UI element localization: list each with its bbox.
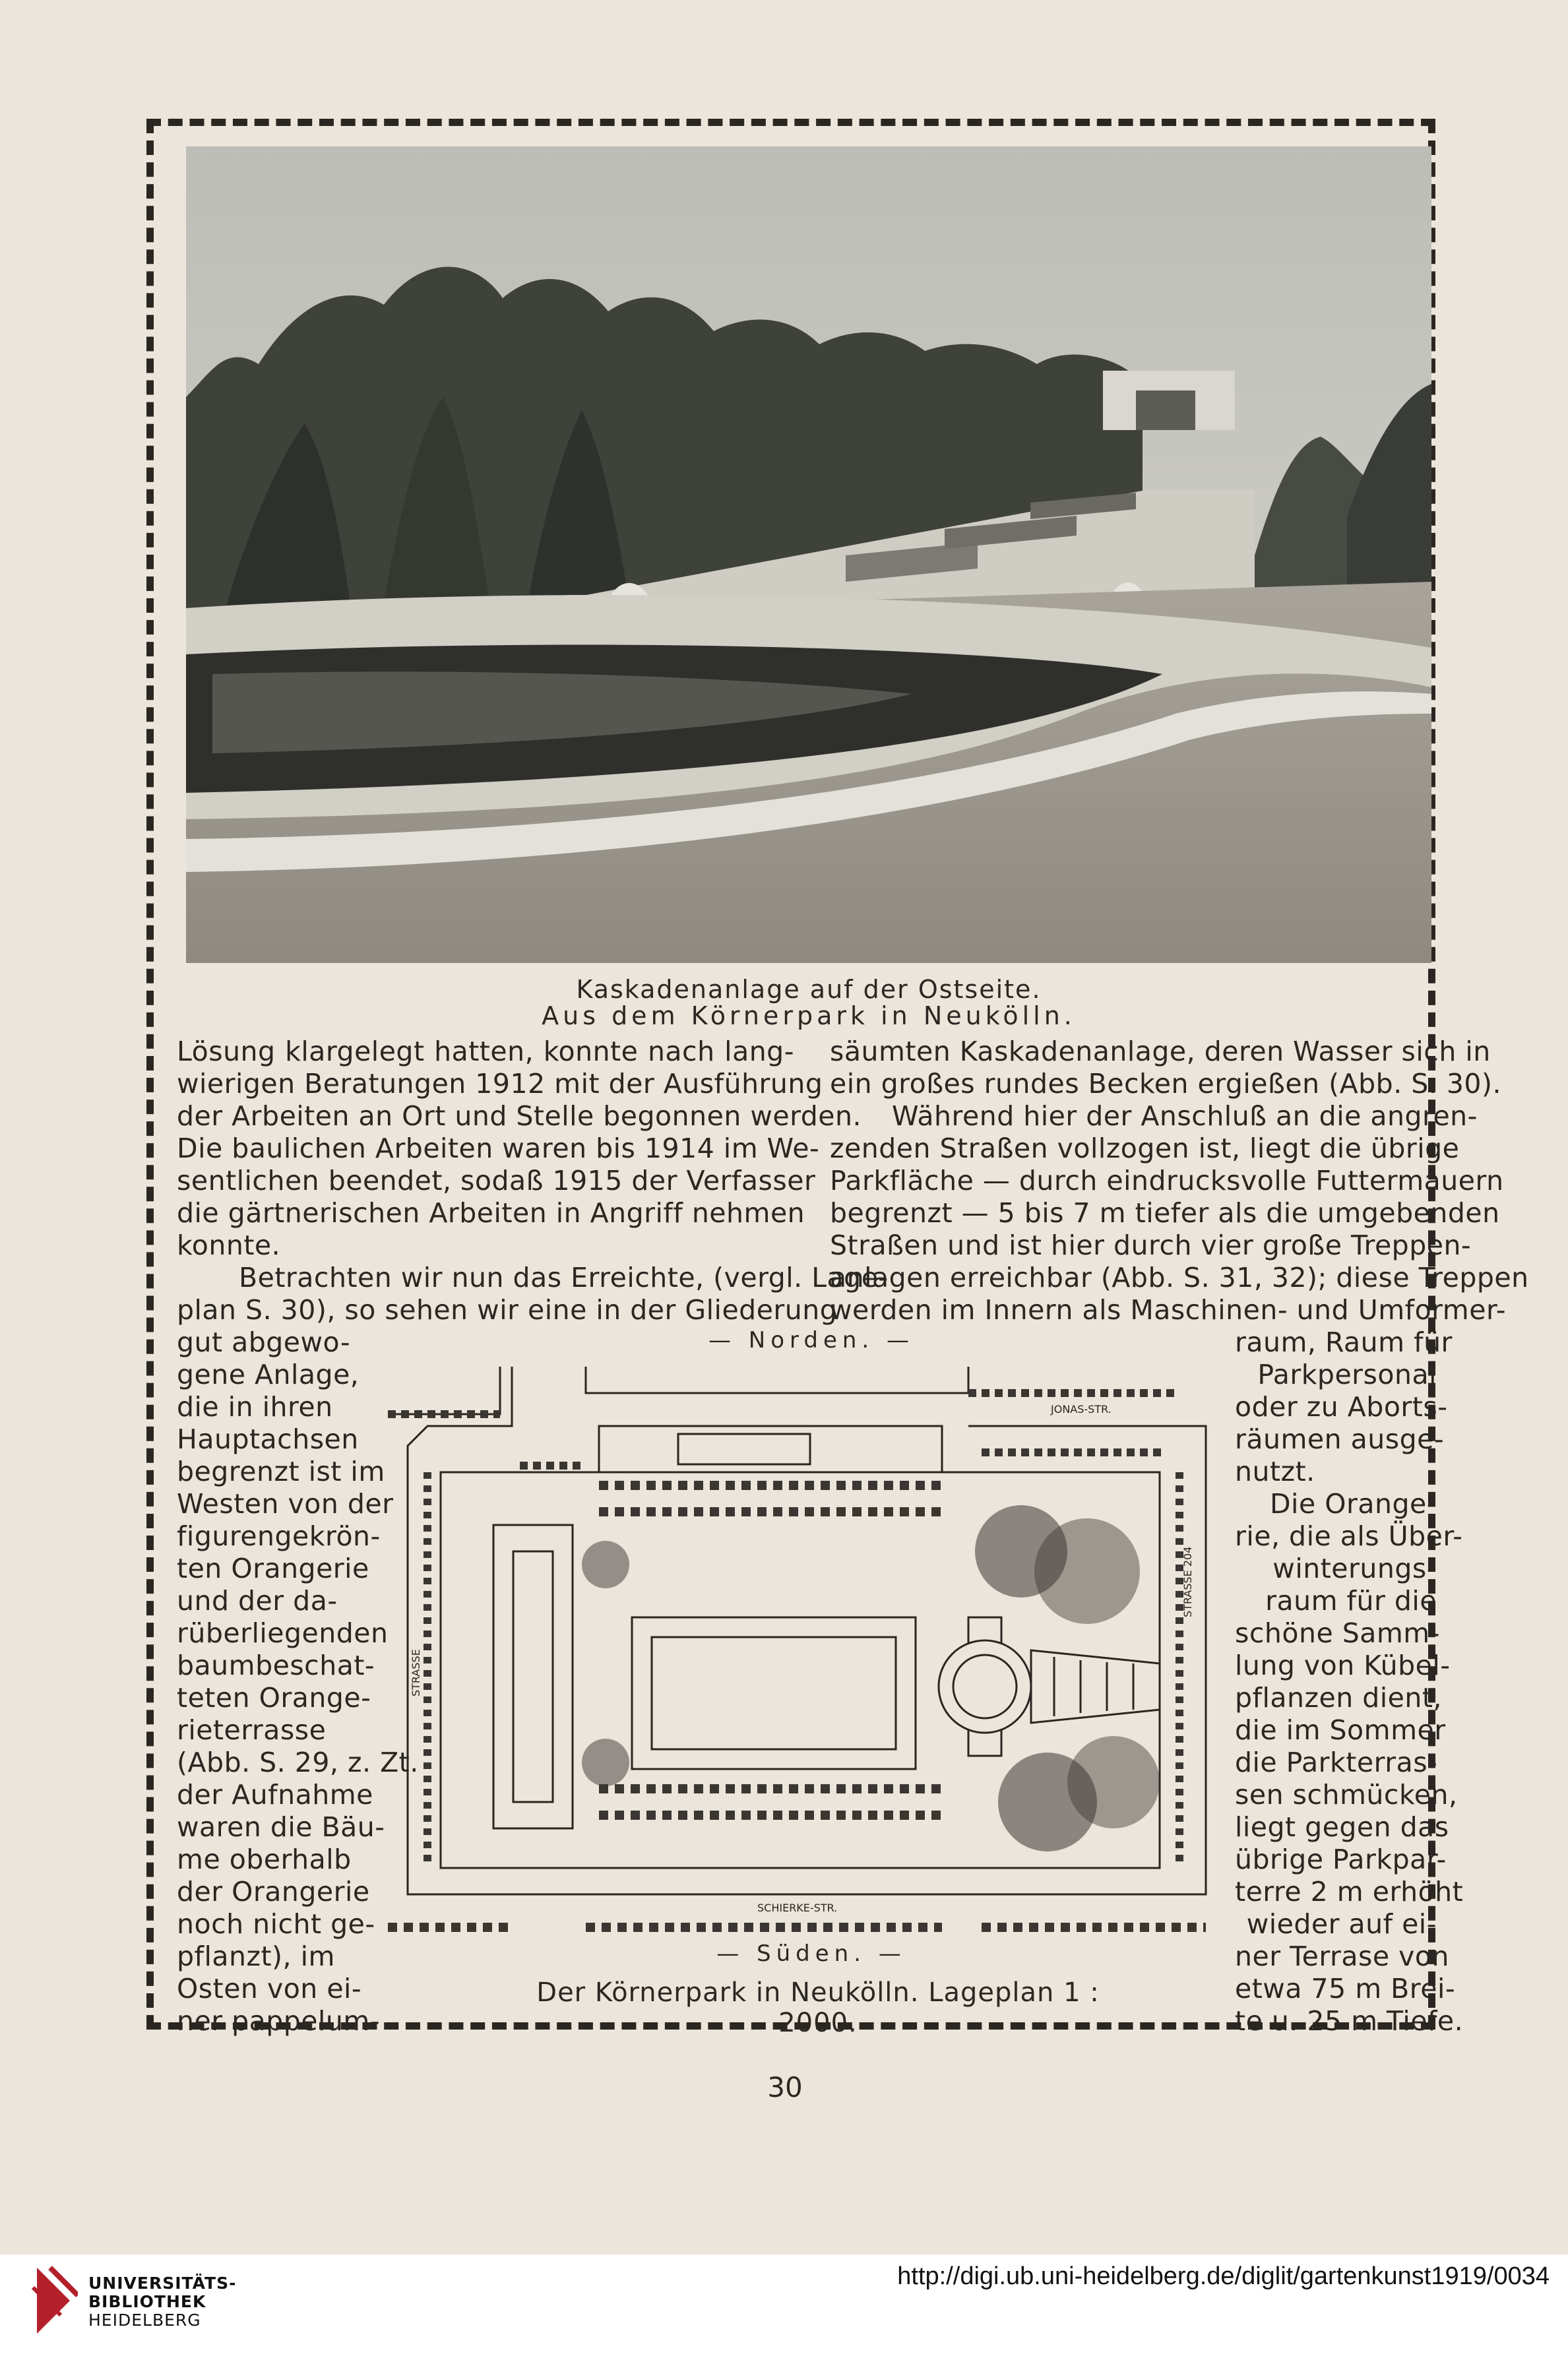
text-line: Straßen und ist hier durch vier große Treppen- (830, 1229, 1472, 1261)
text-line: waren die Bäu- (177, 1811, 385, 1843)
text-line: pflanzt), im (177, 1941, 335, 1972)
text-line: plan S. 30), so sehen wir eine in der Gliederung (177, 1294, 838, 1326)
text-line: Parkpersonal (1257, 1359, 1437, 1390)
institution-line: UNIVERSITÄTS- (88, 2274, 237, 2293)
right-narrow-column (1235, 1326, 1464, 2037)
text-line: zenden Straßen vollzogen ist, liegt die übrige (830, 1133, 1460, 1164)
text-line: Parkfläche — durch eindrucksvolle Futtermauern (830, 1165, 1504, 1197)
text-line: teten Orange- (177, 1682, 371, 1714)
text-line: säumten Kaskadenanlage, deren Wasser sich in (830, 1036, 1491, 1067)
right-column-text (830, 1036, 1529, 1326)
text-line: Lösung klargelegt hatten, konnte nach lang- (177, 1036, 794, 1067)
text-line: ein großes rundes Becken ergießen (Abb. S. 30). (830, 1068, 1502, 1100)
text-line: konnte. (177, 1229, 281, 1261)
institution-line: HEIDELBERG (88, 2311, 201, 2330)
text-line: die in ihren (177, 1391, 333, 1423)
text-line: rieterrasse (177, 1714, 327, 1746)
text-line: Osten von ei- (177, 1973, 362, 2005)
text-line: werden im Innern als Maschinen- und Umformer- (830, 1294, 1506, 1326)
text-line: begrenzt ist im (177, 1456, 385, 1487)
text-line: schöne Samm- (1235, 1617, 1441, 1649)
text-line: die gärtnerischen Arbeiten in Angriff nehmen (177, 1197, 805, 1229)
text-line: etwa 75 m Brei- (1235, 1973, 1456, 2005)
text-line: te u. 25 m Tiefe. (1235, 2005, 1464, 2037)
institution-name (88, 2274, 236, 2330)
street-label-north: JONAS-STR. (1051, 1403, 1112, 1415)
text-line: rie, die als Über- (1235, 1520, 1463, 1552)
photo-caption-title: Kaskadenanlage auf der Ostseite. (576, 975, 1042, 1004)
text-line: der Aufnahme (177, 1779, 373, 1811)
text-line: der Orangerie (177, 1876, 370, 1908)
text-line: figurengekrön- (177, 1520, 381, 1552)
text-line: Betrachten wir nun das Erreichte, (vergl. Lage- (239, 1262, 889, 1293)
library-logo-icon (30, 2261, 78, 2334)
plan-caption: Der Körnerpark in Neukölln. Lageplan 1 : 2000. (536, 1977, 1100, 2038)
text-line: gut abgewo- (177, 1326, 351, 1358)
source-url-link[interactable]: http://digi.ub.uni-heidelberg.de/diglit/gartenkunst1919/0034 (897, 2262, 1550, 2290)
text-line: terre 2 m erhöht (1235, 1876, 1464, 1908)
text-line: noch nicht ge- (177, 1908, 375, 1940)
text-line: rüberliegenden (177, 1617, 389, 1649)
photo-caption-subtitle: Aus dem Körnerpark in Neukölln. (542, 1001, 1076, 1030)
text-line: Westen von der (177, 1488, 394, 1520)
text-line: die Parkterras- (1235, 1747, 1438, 1778)
text-line: ner Terrase von (1235, 1941, 1449, 1972)
text-line: lung von Kübel- (1235, 1650, 1451, 1681)
text-line: me oberhalb (177, 1844, 352, 1875)
street-label-west: STRASSE (410, 1649, 422, 1696)
text-line: sen schmücken, (1235, 1779, 1458, 1811)
page-number: 30 (767, 2071, 803, 2103)
text-line: räumen ausge- (1235, 1423, 1445, 1455)
text-line: ner pappelum- (177, 2005, 381, 2037)
institution-line: BIBLIOTHEK (88, 2292, 206, 2311)
text-line: übrige Parkpar- (1235, 1844, 1447, 1875)
cascade-photograph (186, 146, 1431, 963)
text-line: Hauptachsen (177, 1423, 359, 1455)
text-line: sentlichen beendet, sodaß 1915 der Verfasser (177, 1165, 816, 1197)
text-line: Die Orange- (1269, 1488, 1437, 1520)
text-line: der Arbeiten an Ort und Stelle begonnen werden. (177, 1100, 862, 1132)
text-line: pflanzen dient, (1235, 1682, 1442, 1714)
text-line: gene Anlage, (177, 1359, 360, 1390)
text-line: oder zu Aborts- (1235, 1391, 1448, 1423)
street-label-south: SCHIERKE-STR. (757, 1902, 838, 1914)
text-line: begrenzt — 5 bis 7 m tiefer als die umgebenden (830, 1197, 1500, 1229)
plan-south-label: — Süden. — (716, 1941, 906, 1967)
text-line: (Abb. S. 29, z. Zt. (177, 1747, 419, 1778)
text-line: ten Orangerie (177, 1553, 369, 1584)
text-line: und der da- (177, 1585, 338, 1617)
text-line: liegt gegen das (1235, 1811, 1449, 1843)
text-line: baumbeschat- (177, 1650, 375, 1681)
text-line: raum für die (1265, 1585, 1437, 1617)
left-column-text (177, 1036, 889, 1326)
plan-north-label: — Norden. — (708, 1327, 915, 1353)
text-line: Während hier der Anschluß an die angren- (892, 1100, 1478, 1132)
text-line: Die baulichen Arbeiten waren bis 1914 im We- (177, 1133, 820, 1164)
text-line: wierigen Beratungen 1912 mit der Ausführung (177, 1068, 823, 1100)
text-line: anlagen erreichbar (Abb. S. 31, 32); diese Treppen (830, 1262, 1529, 1293)
site-plan-drawing (388, 1353, 1226, 1947)
text-line: winterungs- (1272, 1553, 1437, 1584)
text-line: raum, Raum für (1235, 1326, 1453, 1358)
text-line: nutzt. (1235, 1456, 1315, 1487)
street-label-east: STRASSE 204 (1181, 1546, 1194, 1617)
text-line: die im Sommer (1235, 1714, 1446, 1746)
text-line: wieder auf ei- (1246, 1908, 1437, 1940)
